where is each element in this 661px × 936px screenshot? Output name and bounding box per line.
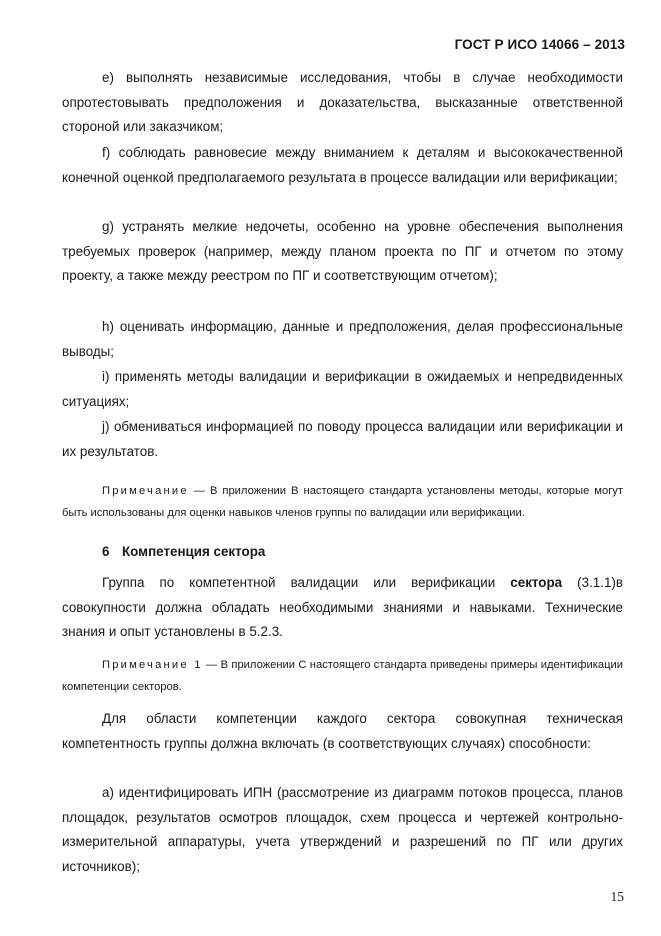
list-item-e: е) выполнять независимые исследования, чтобы в случае необходимости опротестовывать предположения и доказательства, высказанные ответственной стороной или заказчиком; bbox=[62, 70, 623, 135]
section-title: Компетенция сектора bbox=[122, 544, 266, 559]
section-paragraph-part: (3.1.1)в совокупности должна обладать необходимыми знаниями и навыками. Технические знания и опыт установлены в 5.2.3. bbox=[62, 575, 623, 640]
note-label: Примечание 1 bbox=[102, 659, 203, 671]
list-item-a: а) идентифицировать ИПН (рассмотрение из диаграмм потоков процесса, планов площадок, результатов осмотров площадок, схем процесса и чертежей контрольно-измерительной аппаратуры, учета утверждений и разрешений по ПГ или других источников); bbox=[62, 785, 623, 874]
page-number: 15 bbox=[610, 889, 624, 904]
note-1 bbox=[62, 481, 623, 524]
document-header: ГОСТ Р ИСО 14066 – 2013 bbox=[454, 37, 625, 52]
section-note bbox=[62, 655, 623, 698]
competence-paragraph: Для области компетенции каждого сектора совокупная техническая компетентность группы должна включать (в соответствующих случаях) способности: bbox=[62, 711, 623, 751]
list-item-f: f) соблюдать равновесие между вниманием к деталям и высококачественной конечной оценкой предполагаемого результата в процессе валидации или верификации; bbox=[62, 145, 623, 185]
note-label: Примечание bbox=[102, 485, 189, 497]
section-number: 6 bbox=[102, 544, 110, 559]
list-item-j: j) обмениваться информацией по поводу процесса валидации или верификации и их результатов. bbox=[62, 419, 623, 459]
list-item-i: i) применять методы валидации и верификации в ожидаемых и непредвиденных ситуациях; bbox=[62, 369, 623, 409]
section-paragraph-term: сектора bbox=[510, 575, 563, 590]
list-item-g: g) устранять мелкие недочеты, особенно на уровне обеспечения выполнения требуемых проверок (например, между планом проекта по ПГ и отчетом по этому проекту, а также между реестром по ПГ и соответствующим отчетом); bbox=[62, 219, 623, 284]
note-text: — В приложении В настоящего стандарта установлены методы, которые могут быть использованы для оценки навыков членов группы по валидации или верификации. bbox=[62, 485, 623, 519]
note-text: — В приложении С настоящего стандарта приведены примеры идентификации компетенции секторов. bbox=[62, 659, 624, 693]
section-paragraph bbox=[62, 571, 623, 645]
section-heading bbox=[102, 540, 265, 564]
list-item-h: h) оценивать информацию, данные и предположения, делая профессиональные выводы; bbox=[62, 319, 623, 359]
section-paragraph-part: Группа по компетентной валидации или верификации bbox=[102, 575, 511, 590]
